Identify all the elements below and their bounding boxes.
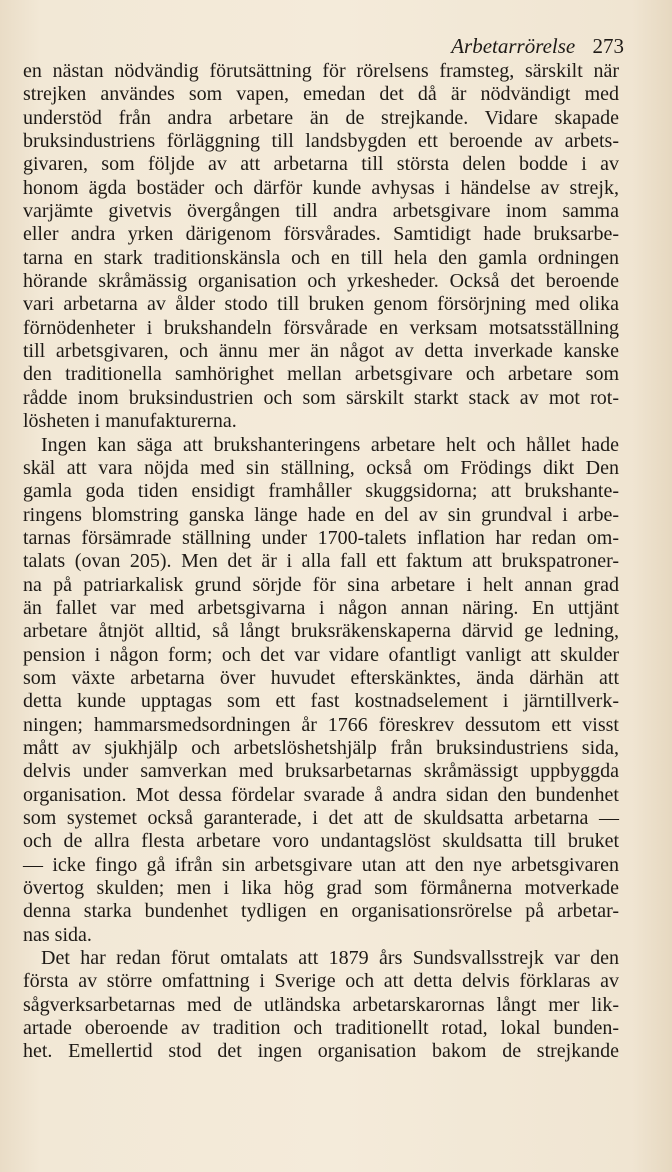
text-line: än fallet var med arbetsgivarna i någon annan näring. En uttjänt — [23, 596, 619, 619]
running-title: Arbetarrörelse — [451, 34, 576, 58]
text-line: — icke fingo gå ifrån sin arbetsgivare utan att den nye arbetsgivaren — [23, 853, 619, 876]
text-line: skäl att vara nöjda med sin ställning, också om Frödings dikt Den — [23, 456, 619, 479]
text-line: pension i någon form; och det var vidare ofantligt vanligt att skulder — [23, 643, 619, 666]
text-line: ningen; hammarsmedsordningen år 1766 föreskrev dessutom ett visst — [23, 713, 619, 736]
paragraph-end-line: nas sida. — [23, 923, 92, 946]
body-text — [23, 60, 619, 1064]
text-line: rådde inom bruksindustrien och som särskilt starkt stack av mot rot- — [23, 386, 619, 409]
text-line: en nästan nödvändig förutsättning för rörelsens framsteg, särskilt när — [23, 60, 619, 82]
text-line: sågverksarbetarnas med de utländska arbetarskarornas långt mer lik- — [23, 993, 619, 1016]
text-line: den traditionella samhörighet mellan arbetsgivare och arbetare som — [23, 363, 619, 386]
text-line: förnödenheter i brukshandeln försvårade en verksam motsatsställning — [23, 316, 619, 339]
text-line: varjämte givetvis övergången till andra arbetsgivare inom samma — [23, 200, 619, 223]
text-line: givaren, som följde av att arbetarna till största delen bodde i av — [23, 153, 619, 176]
text-line: första av större omfattning i Sverige och att detta delvis förklaras av — [23, 970, 619, 993]
text-line: eller andra yrken därigenom försvårades. Samtidigt hade bruksarbe- — [23, 223, 619, 246]
text-line: och de allra flesta arbetare voro undantagslöst skuldsatta till bruket — [23, 830, 619, 853]
text-line: na på patriarkalisk grund sörjde för sina arbetare i helt annan grad — [23, 573, 619, 596]
text-line: mått av sjukhjälp och arbetslöshetshjälp från bruksindustriens sida, — [23, 736, 619, 759]
paragraph-end-line: lösheten i manufakturerna. — [23, 410, 237, 433]
page-number: 273 — [592, 34, 624, 58]
page-header — [451, 34, 624, 58]
text-line: bruksindustriens förläggning till landsbygden ett beroende av arbets- — [23, 130, 619, 153]
text-line: honom ägda bostäder och därför kunde avhysas i händelse av strejk, — [23, 176, 619, 199]
text-line: detta kunde upptagas som ett fast kostnadselement i järntillverk- — [23, 690, 619, 713]
text-line: som växte arbetarna över huvudet efterskänktes, ända därhän att — [23, 666, 619, 689]
text-line: gamla goda tiden ensidigt framhåller skuggsidorna; att brukshante- — [23, 480, 619, 503]
text-line: som systemet också garanterade, i det att de skuldsatta arbetarna — — [23, 807, 619, 829]
text-line: tarnas försämrade ställning under 1700-talets inflation har redan om- — [23, 526, 619, 549]
text-line: het. Emellertid stod det ingen organisation bakom de strejkande — [23, 1040, 619, 1063]
text-line: talats (ovan 205). Men det är i alla fall ett faktum att brukspatroner- — [23, 550, 619, 573]
text-line: hörande skråmässig organisation och yrkesheder. Också det beroende — [23, 270, 619, 293]
text-line: tarna en stark traditionskänsla och en till hela den gamla ordningen — [23, 246, 619, 269]
text-line: delvis under samverkan med bruksarbetarnas skråmässigt uppbyggda — [23, 760, 619, 783]
text-line: till arbetsgivaren, och ännu mer än något av detta inverkade kanske — [23, 340, 619, 363]
text-line: artade oberoende av tradition och traditionellt rotad, lokal bunden- — [23, 1017, 619, 1040]
text-line: vari arbetarna av ålder stodo till bruken genom försörjning med olika — [23, 293, 619, 316]
text-line: övertog skulden; men i lika hög grad som förmånerna motverkade — [23, 877, 619, 900]
paragraph-start-line: Ingen kan säga att brukshanteringens arbetare helt och hållet hade — [41, 433, 619, 456]
text-line: denna starka bundenhet tydligen en organisationsrörelse på arbetar- — [23, 900, 619, 923]
text-line: organisation. Mot dessa fördelar svarade å andra sidan den bundenhet — [23, 783, 619, 806]
text-line: ringens blomstring ganska länge hade en del av sin grundval i arbe- — [23, 503, 619, 526]
text-line: arbetare åtnjöt alltid, så långt bruksräkenskaperna därvid ge ledning, — [23, 620, 619, 643]
text-line: understöd från andra arbetare än de strejkande. Vidare skapade — [23, 106, 619, 129]
text-line: strejken användes som vapen, emedan det då är nödvändigt med — [23, 83, 619, 106]
paragraph-start-line: Det har redan förut omtalats att 1879 års Sundsvallsstrejk var den — [41, 947, 619, 970]
